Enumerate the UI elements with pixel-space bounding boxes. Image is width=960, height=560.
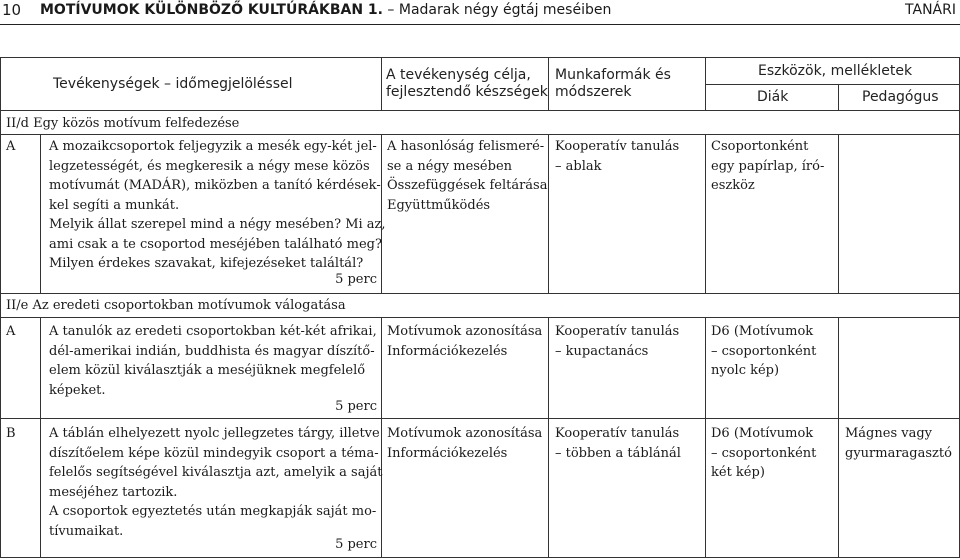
student-tools-line: – csoportonként (711, 343, 817, 359)
col-methods-divider (548, 57, 549, 110)
time-estimate: 5 perc (335, 399, 377, 414)
methods-text (555, 424, 681, 463)
row-b-line (0, 418, 960, 419)
col-teacher-divider-e (838, 317, 839, 558)
methods-line: – kupactanács (555, 343, 649, 359)
col-letter-divider (40, 134, 41, 293)
col-header-methods-line2: módszerek (555, 84, 632, 100)
activity-line: A táblán elhelyezett nyolc jellegzetes tárgy, illetve (49, 426, 380, 441)
col-header-goals-line2: fejlesztendő készségek (386, 84, 548, 100)
col-tools-divider (705, 57, 706, 110)
activity-line: képeket. (49, 382, 106, 398)
col-header-goals-line1: A tevékenység célja, (386, 67, 531, 83)
col-teacher-divider-d (838, 134, 839, 293)
col-left-border (0, 57, 1, 558)
student-tools-line: Csoportonként (711, 139, 809, 154)
teacher-tools-line: gyurmaragasztó (845, 445, 952, 461)
student-tools-line: egy papírlap, író- (711, 158, 825, 174)
row-letter: B (6, 426, 16, 441)
teacher-tools-line: Mágnes vagy (845, 426, 933, 441)
activity-line: motívumát (MADÁR), miközben a tanító kérdések- (49, 178, 381, 193)
goals-line: A hasonlóság felismeré- (387, 139, 545, 154)
student-tools-text (711, 137, 824, 196)
goals-line: Együttműködés (387, 197, 491, 213)
section-title-e: II/e Az eredeti csoportokban motívumok válogatása (6, 298, 346, 313)
book-title-main: MOTÍVUMOK KÜLÖNBÖZŐ KULTÚRÁKBAN 1. (40, 2, 383, 18)
section-e-line (0, 317, 960, 318)
activity-line: tívumaikat. (49, 523, 124, 539)
table-bottom-line (0, 557, 960, 558)
col-header-tools: Eszközök, mellékletek (758, 63, 913, 79)
student-tools-line: nyolc kép) (711, 363, 780, 378)
section-d-line (0, 134, 960, 135)
col-methods-divider-e (548, 317, 549, 558)
col-header-student: Diák (757, 89, 789, 105)
col-goals-divider (381, 57, 382, 110)
activity-text (49, 424, 382, 541)
activity-line: elem közül kiválasztják a meséjüknek megfelelő (49, 363, 366, 378)
goals-line: Motívumok azonosítása (387, 426, 543, 441)
teacher-tools-text (845, 424, 952, 463)
goals-text (387, 137, 547, 215)
activity-line: A mozaikcsoportok feljegyzik a mesék egy-két jel- (49, 139, 377, 154)
page-number: 10 (2, 1, 22, 19)
student-tools-line: eszköz (711, 178, 755, 193)
section-title-d: II/d Egy közös motívum felfedezése (6, 116, 240, 131)
activity-text (49, 322, 377, 400)
methods-line: Kooperatív tanulás (555, 426, 680, 441)
goals-text (387, 322, 542, 361)
activity-line: legzetességét, és megkeresik a négy mese közös (49, 158, 370, 174)
activity-line: A csoportok egyeztetés után megkapják saját mo- (49, 504, 377, 519)
activity-text (49, 137, 386, 274)
activity-line: felelős segítségével kiválasztja azt, amelyik a saját (49, 465, 383, 480)
student-tools-text (711, 424, 816, 483)
activity-line: kel segíti a munkát. (49, 197, 180, 213)
student-tools-line: D6 (Motívumok (711, 324, 814, 339)
methods-text (555, 322, 679, 361)
methods-line: – ablak (555, 158, 602, 174)
student-tools-line: – csoportonként (711, 445, 817, 461)
col-tools-divider-d (705, 134, 706, 293)
section-e-top-line (0, 293, 960, 294)
col-teacher-divider (838, 84, 839, 110)
student-tools-line: két kép) (711, 465, 765, 480)
row-letter: A (6, 324, 16, 339)
goals-line: Összefüggések feltárása (387, 178, 548, 193)
goals-line: se a négy mesében (387, 158, 513, 174)
methods-text (555, 137, 679, 176)
student-tools-text (711, 322, 816, 381)
goals-text (387, 424, 542, 463)
col-header-activities: Tevékenységek – időmegjelöléssel (53, 76, 293, 92)
activity-line: díszítőelem képe közül mindegyik csoport a téma- (49, 445, 379, 461)
methods-line: Kooperatív tanulás (555, 324, 680, 339)
student-tools-line: D6 (Motívumok (711, 426, 814, 441)
col-tools-divider-e (705, 317, 706, 558)
activity-line: meséjéhez tartozik. (49, 484, 178, 500)
goals-line: Motívumok azonosítása (387, 324, 543, 339)
time-estimate: 5 perc (335, 272, 377, 287)
tools-subheader-line (705, 84, 960, 85)
header-tag: TANÁRI (905, 2, 956, 18)
time-estimate: 5 perc (335, 537, 377, 552)
col-letter-divider-e (40, 317, 41, 558)
activity-line: Melyik állat szerepel mind a négy mesében? Mi az, (49, 217, 386, 232)
activity-line: dél-amerikai indián, buddhista és magyar díszítő- (49, 343, 375, 359)
book-title-sub: – Madarak négy égtáj meséiben (382, 2, 612, 18)
methods-line: Kooperatív tanulás (555, 139, 680, 154)
col-header-teacher: Pedagógus (862, 89, 939, 105)
row-letter: A (6, 139, 16, 154)
activity-line: A tanulók az eredeti csoportokban két-két afrikai, (49, 324, 377, 339)
table-top-border (0, 57, 960, 58)
header-bottom-line (0, 110, 960, 111)
col-methods-divider-d (548, 134, 549, 293)
activity-line: ami csak a te csoportod meséjében található meg? (49, 236, 382, 252)
activity-line: Milyen érdekes szavakat, kifejezéseket találtál? (49, 256, 364, 271)
methods-line: – többen a táblánál (555, 445, 681, 461)
col-header-methods-line1: Munkaformák és (555, 67, 671, 83)
goals-line: Információkezelés (387, 445, 508, 461)
goals-line: Információkezelés (387, 343, 508, 359)
